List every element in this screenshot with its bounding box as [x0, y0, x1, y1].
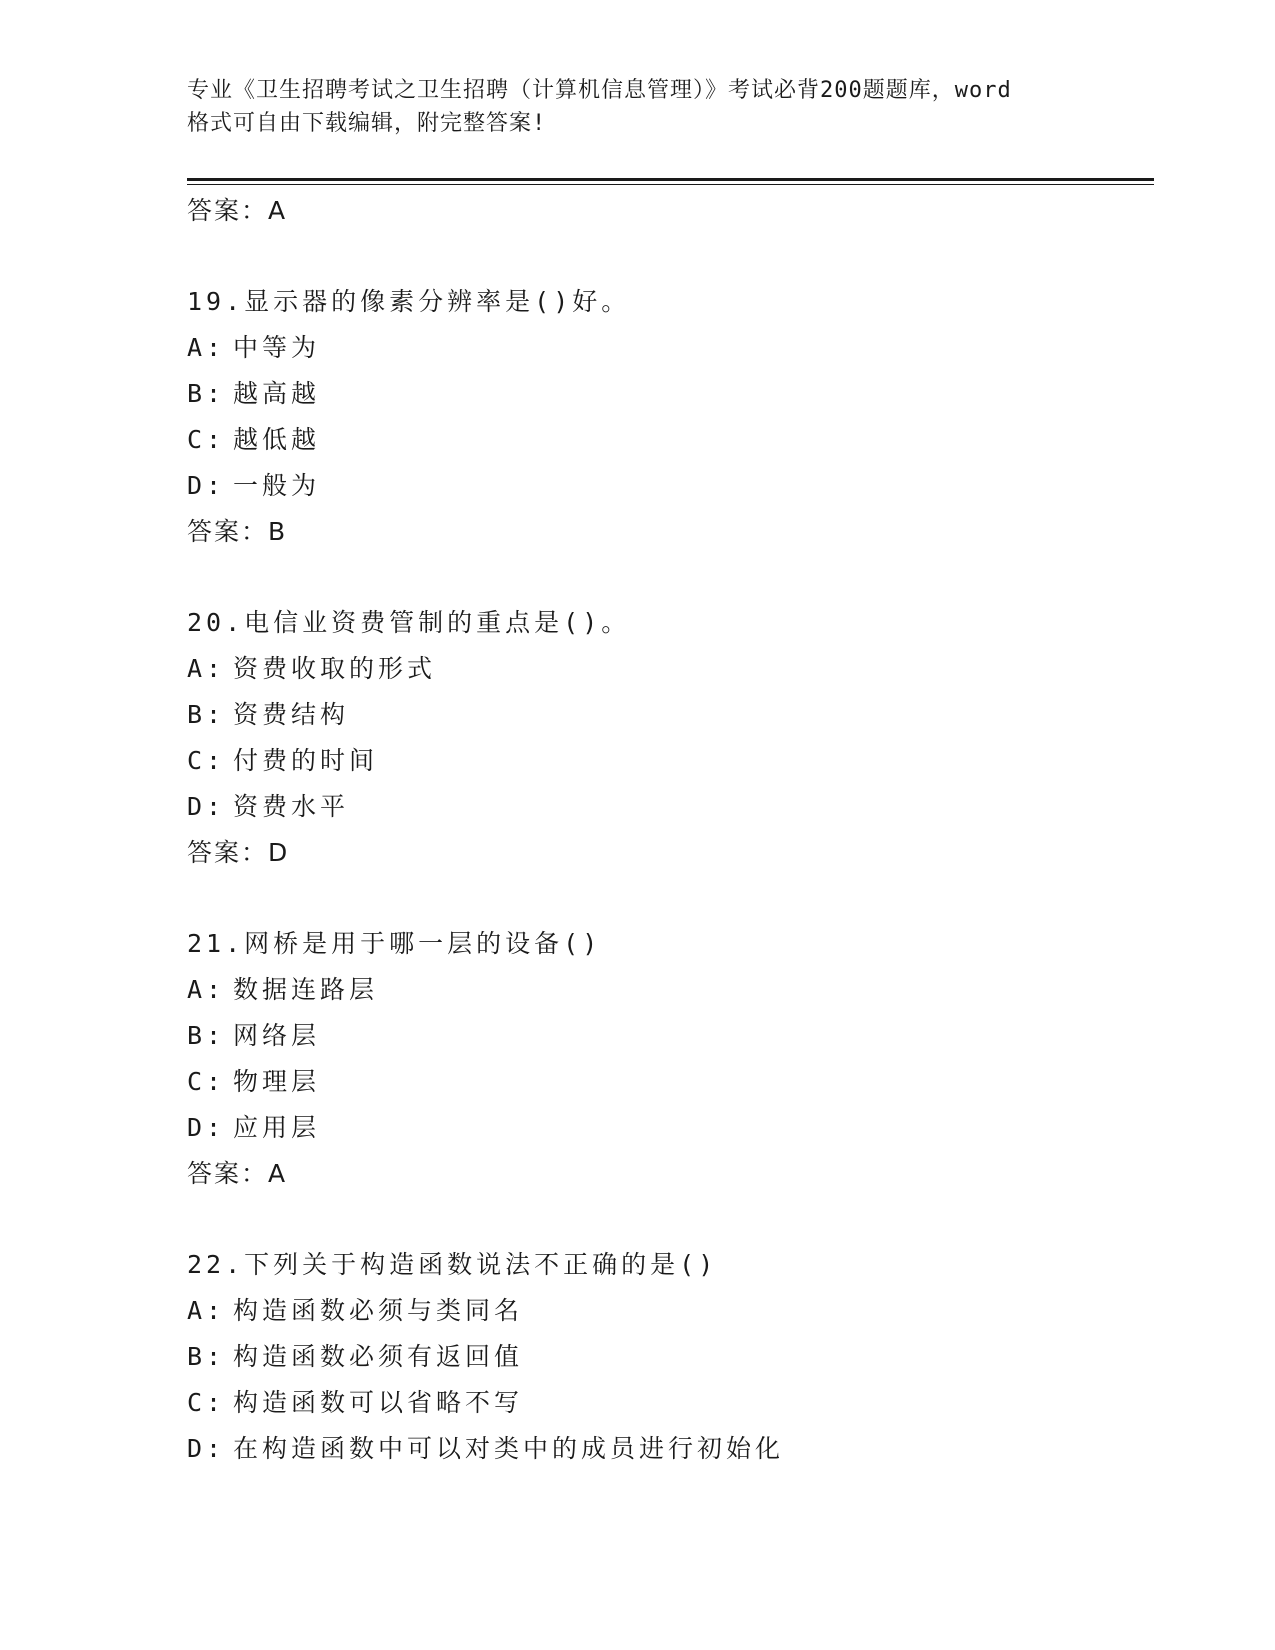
- option-text: 资费收取的形式: [233, 654, 437, 683]
- option-b: [187, 1334, 1147, 1380]
- option-text: 付费的时间: [233, 746, 379, 775]
- option-c: [187, 1059, 1147, 1105]
- spacer: [187, 876, 1147, 921]
- option-a: [187, 325, 1147, 371]
- spacer: [187, 234, 1147, 279]
- option-text: 在构造函数中可以对类中的成员进行初始化: [233, 1434, 785, 1463]
- option-key: C:: [187, 1067, 226, 1096]
- option-key: B:: [187, 700, 226, 729]
- option-text: 资费水平: [233, 792, 350, 821]
- option-d: [187, 784, 1147, 830]
- option-text: 中等为: [233, 333, 321, 362]
- option-text: 构造函数必须有返回值: [233, 1342, 524, 1371]
- option-key: B:: [187, 1021, 226, 1050]
- option-text: 网络层: [233, 1021, 321, 1050]
- option-key: A:: [187, 975, 226, 1004]
- answer-line: 答案：B: [187, 517, 288, 546]
- option-text: 物理层: [233, 1067, 321, 1096]
- header-divider-thin: [187, 184, 1154, 185]
- option-key: D:: [187, 471, 226, 500]
- option-c: [187, 417, 1147, 463]
- option-a: [187, 1288, 1147, 1334]
- option-text: 数据连路层: [233, 975, 379, 1004]
- option-d: [187, 463, 1147, 509]
- answer-line: 答案：D: [187, 838, 290, 867]
- option-key: A:: [187, 1296, 226, 1325]
- option-b: [187, 692, 1147, 738]
- option-text: 资费结构: [233, 700, 350, 729]
- option-key: D:: [187, 1113, 226, 1142]
- spacer: [187, 555, 1147, 600]
- option-b: [187, 1013, 1147, 1059]
- option-text: 构造函数可以省略不写: [233, 1388, 524, 1417]
- option-key: B:: [187, 379, 226, 408]
- answer-line: 答案：A: [187, 1159, 288, 1188]
- question-stem: 19.显示器的像素分辨率是()好。: [187, 287, 631, 316]
- option-key: C:: [187, 746, 226, 775]
- option-key: B:: [187, 1342, 226, 1371]
- option-c: [187, 738, 1147, 784]
- header-line-2: 格式可自由下载编辑，附完整答案!: [187, 111, 547, 136]
- option-key: D:: [187, 792, 226, 821]
- question-list: [187, 188, 1147, 1472]
- option-text: 一般为: [233, 471, 321, 500]
- question-block: [187, 600, 1147, 876]
- option-text: 应用层: [233, 1113, 321, 1142]
- option-a: [187, 646, 1147, 692]
- question-block: [187, 1242, 1147, 1472]
- question-stem: 22.下列关于构造函数说法不正确的是(): [187, 1250, 718, 1279]
- header-line-1: 专业《卫生招聘考试之卫生招聘（计算机信息管理）》考试必背200题题库，word: [187, 78, 1012, 103]
- option-key: C:: [187, 1388, 226, 1417]
- answer-line: 答案：A: [187, 196, 288, 225]
- question-block: [187, 279, 1147, 555]
- option-text: 越低越: [233, 425, 321, 454]
- option-c: [187, 1380, 1147, 1426]
- option-b: [187, 371, 1147, 417]
- document-header: [187, 74, 1087, 140]
- option-d: [187, 1105, 1147, 1151]
- option-text: 越高越: [233, 379, 321, 408]
- question-block: [187, 921, 1147, 1197]
- option-key: D:: [187, 1434, 226, 1463]
- option-key: A:: [187, 333, 226, 362]
- option-text: 构造函数必须与类同名: [233, 1296, 524, 1325]
- option-key: A:: [187, 654, 226, 683]
- header-divider-thick: [187, 178, 1154, 181]
- spacer: [187, 1197, 1147, 1242]
- option-d: [187, 1426, 1147, 1472]
- option-key: C:: [187, 425, 226, 454]
- question-stem: 21.网桥是用于哪一层的设备(): [187, 929, 602, 958]
- option-a: [187, 967, 1147, 1013]
- question-stem: 20.电信业资费管制的重点是()。: [187, 608, 631, 637]
